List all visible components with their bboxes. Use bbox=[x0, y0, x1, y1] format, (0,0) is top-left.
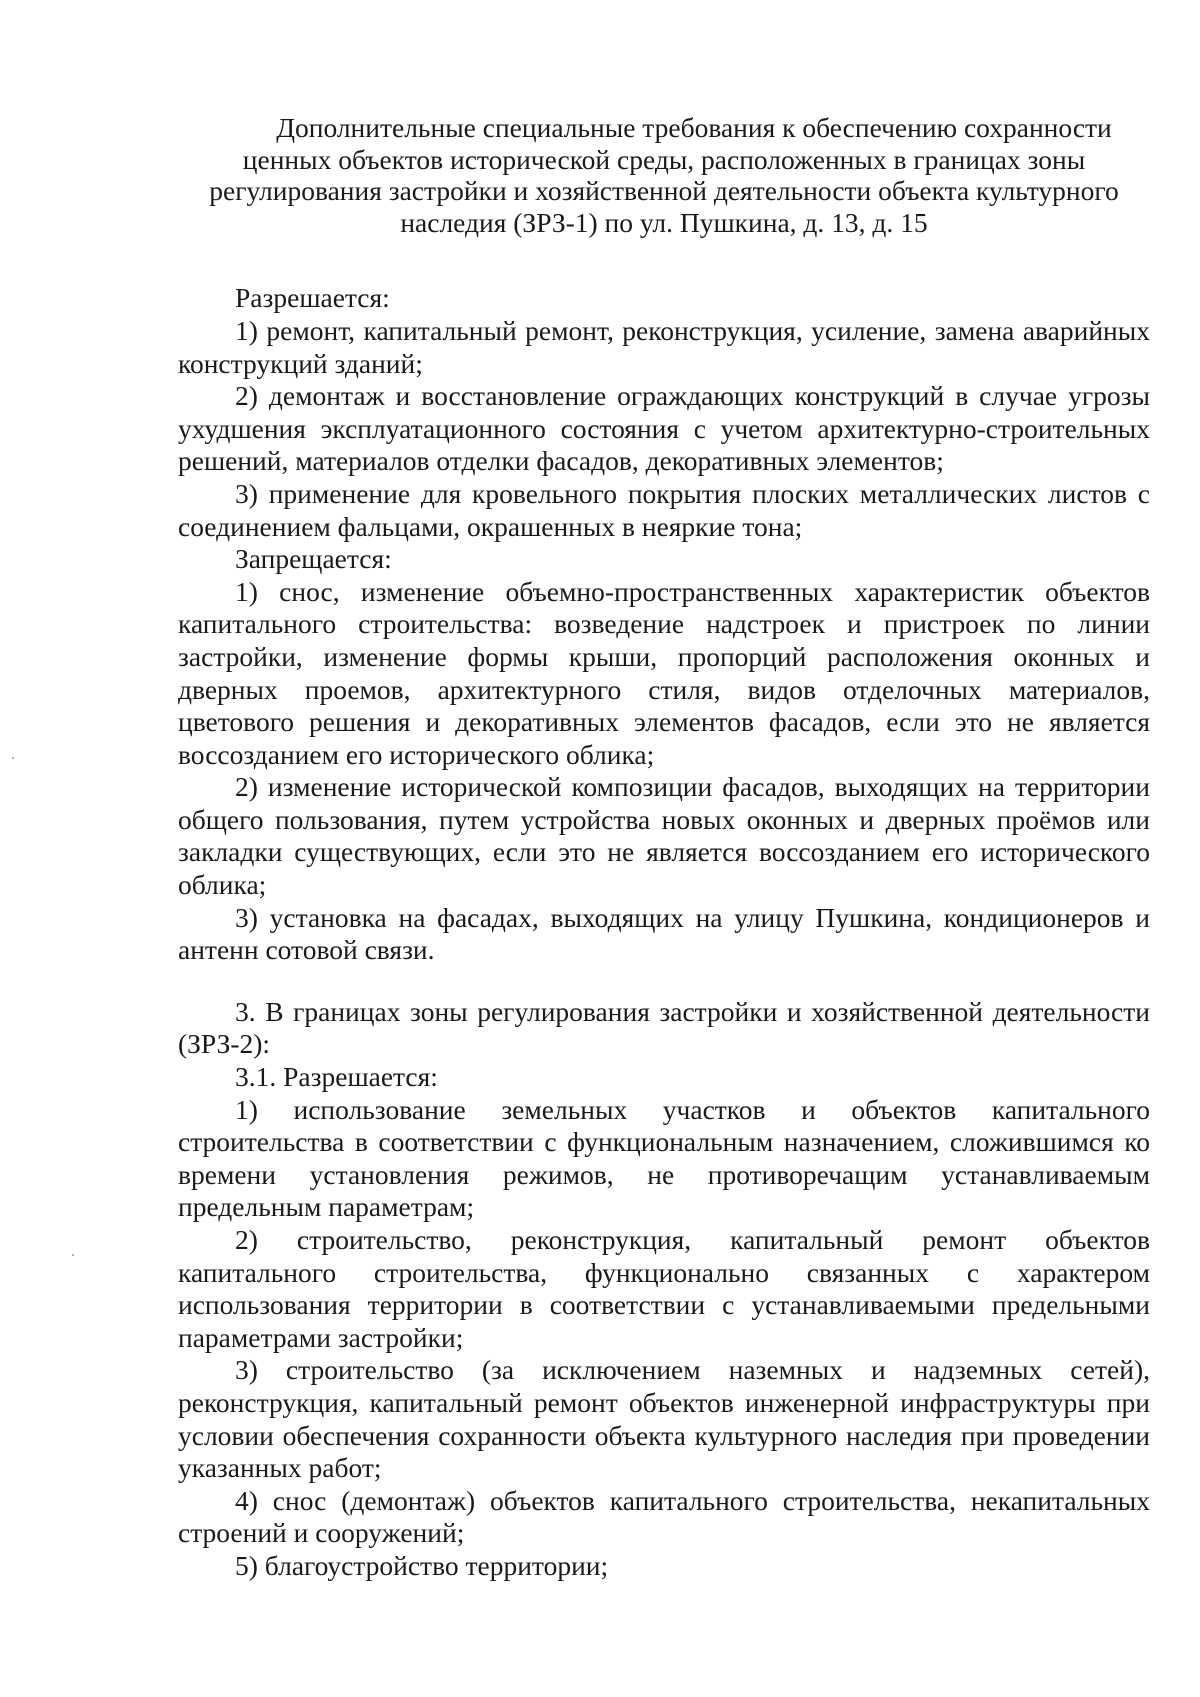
prohibited-item: 1) снос, изменение объемно-пространственных характеристик объектов капитального строительства: возведение надстроек и пристроек по линии застройки, изменение формы крыши, пропорций расположения оконных и дверных проемов, архитектурного стиля, видов отделочных материалов, цветового решения и декоративных элементов фасадов, если это не является воссозданием его исторического облика; bbox=[178, 575, 1150, 770]
permitted-item: 2) демонтаж и восстановление ограждающих конструкций в случае угрозы ухудшения эксплуатационного состояния с учетом архитектурно-строительных решений, материалов отделки фасадов, декоративных элементов; bbox=[178, 380, 1150, 477]
section-3-heading: 3. В границах зоны регулирования застройки и хозяйственной деятельности (ЗРЗ-2): bbox=[178, 995, 1150, 1060]
section-3-1-heading: 3.1. Разрешается: bbox=[235, 1061, 438, 1093]
title-line: ценных объектов исторической среды, расположенных в границах зоны bbox=[242, 143, 1086, 175]
title-line: Дополнительные специальные требования к обеспечению сохранности bbox=[276, 112, 1112, 143]
prohibited-item: 3) установка на фасадах, выходящих на улицу Пушкина, кондиционеров и антенн сотовой связи. bbox=[178, 901, 1150, 966]
scan-speck bbox=[72, 1254, 74, 1256]
prohibited-heading: Запрещается: bbox=[235, 543, 392, 575]
document-body bbox=[178, 112, 1150, 1583]
title-line: регулирования застройки и хозяйственной деятельности объекта культурного bbox=[209, 175, 1119, 207]
prohibited-item: 2) изменение исторической композиции фасадов, выходящих на территории общего пользования, путем устройства новых оконных и дверных проёмов или закладки существующих, если это не является воссозданием его исторического облика; bbox=[178, 771, 1150, 901]
permitted-heading: Разрешается: bbox=[235, 282, 390, 314]
section-3-1-item: 3) строительство (за исключением наземных и надземных сетей), реконструкция, капитальный ремонт объектов инженерной инфраструктуры при условии обеспечения сохранности объекта культурного наследия при проведении указанных работ; bbox=[178, 1354, 1150, 1484]
spacer bbox=[178, 238, 1150, 282]
section-3-1-item: 4) снос (демонтаж) объектов капитального строительства, некапитальных строений и сооружений; bbox=[178, 1484, 1150, 1549]
section-3-1-item: 5) благоустройство территории; bbox=[235, 1549, 609, 1581]
section-3-1-item: 2) строительство, реконструкция, капитальный ремонт объектов капитального строительства, функционально связанных с характером использования территории в соответствии с устанавливаемыми предельными параметрами застройки; bbox=[178, 1224, 1150, 1353]
document-title bbox=[178, 112, 1150, 238]
spacer bbox=[178, 967, 1150, 996]
section-3-1-item: 1) использование земельных участков и объектов капитального строительства в соответствии с функциональным назначением, сложившимся ко времени установления режимов, не противоречащим устанавливаемым предельным параметрам; bbox=[178, 1093, 1150, 1223]
permitted-item: 3) применение для кровельного покрытия плоских металлических листов с соединением фальцами, окрашенных в неяркие тона; bbox=[178, 477, 1150, 542]
title-line: наследия (ЗРЗ-1) по ул. Пушкина, д. 13, д. 15 bbox=[400, 206, 928, 238]
scan-speck bbox=[12, 757, 14, 759]
permitted-item: 1) ремонт, капитальный ремонт, реконструкция, усиление, замена аварийных конструкций зданий; bbox=[178, 314, 1150, 379]
